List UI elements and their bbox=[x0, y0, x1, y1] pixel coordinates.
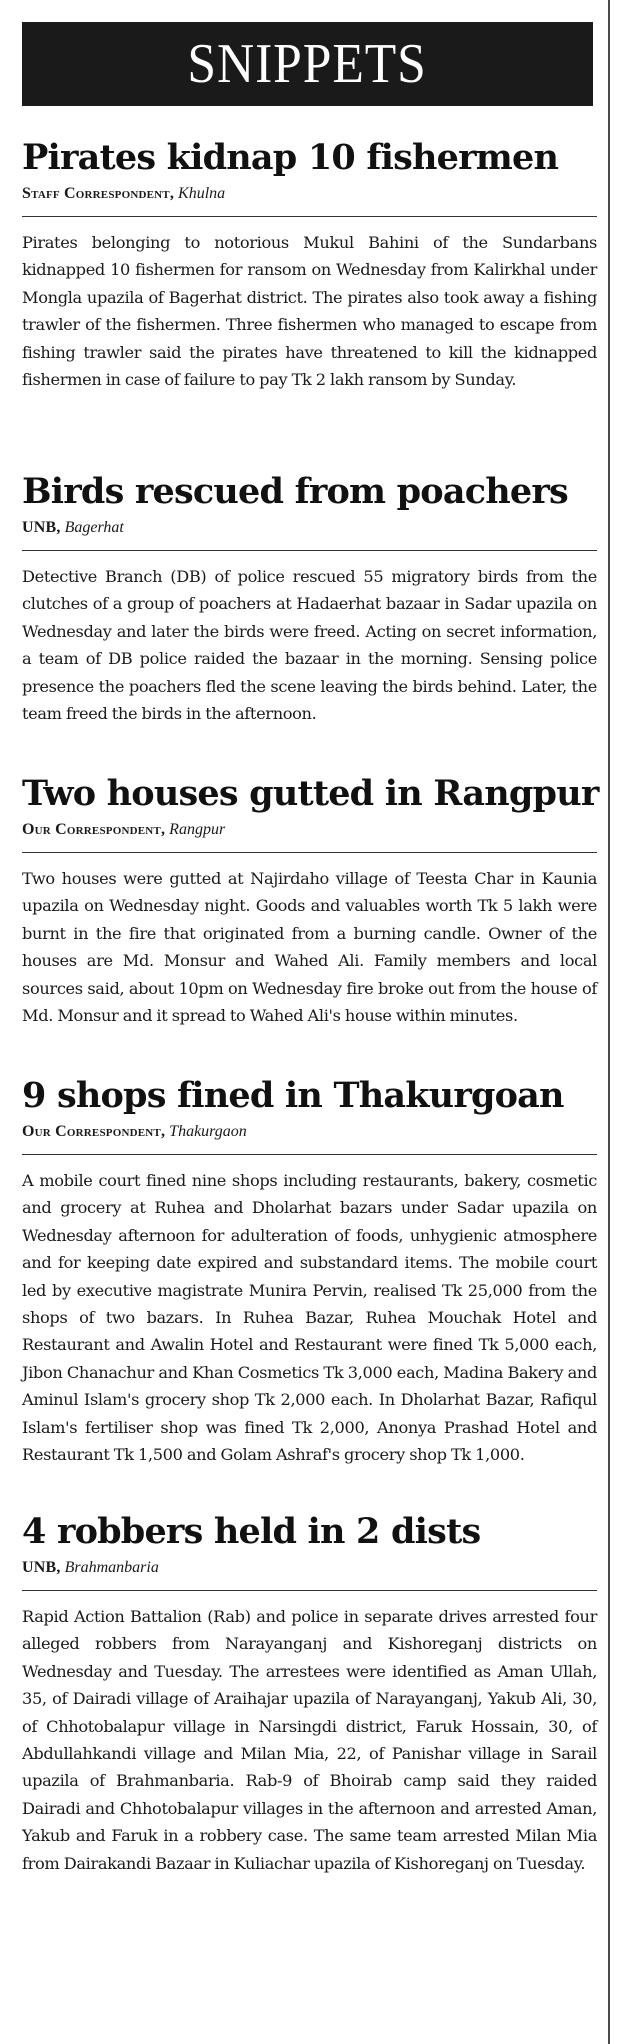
byline-place: Thakurgaon bbox=[169, 1123, 247, 1140]
byline-place: Rangpur bbox=[169, 821, 226, 838]
article-byline bbox=[22, 1122, 597, 1142]
article-houses bbox=[22, 772, 597, 1046]
byline-place: Brahmanbaria bbox=[64, 1559, 159, 1576]
byline-source: UNB, bbox=[22, 519, 61, 536]
article-headline: Pirates kidnap 10 fishermen bbox=[22, 137, 559, 178]
article-byline bbox=[22, 518, 597, 538]
article-shops bbox=[22, 1074, 597, 1485]
byline-divider bbox=[22, 852, 597, 853]
article-body: Detective Branch (DB) of police rescued 55 migratory birds from the clutches of a group of poachers at Hadaerhat bazaar in Sadar upazila on Wednesday and later the birds were freed. Acting on secret information, a team of DB police raided the bazaar in the morning. Sensing police presence the poachers fled the scene leaving the birds behind. Later, the team freed the birds in the afternoon. bbox=[22, 567, 597, 724]
article-body: A mobile court fined nine shops including restaurants, bakery, cosmetic and grocery at Ruhea and Dholarhat bazars under Sadar upazila on Wednesday afternoon for adulteration of foods, unhygienic atmosphere and for keeping date expired and substandard items. The mobile court led by executive magistrate Munira Pervin, realised Tk 25,000 from the shops of two bazars. In Ruhea Bazar, Ruhea Mouchak Hotel and Restaurant and Awalin Hotel and Restaurant were fined Tk 5,000 each, Jibon Chanachur and Khan Cosmetics Tk 3,000 each, Madina Bakery and Aminul Islam's grocery shop Tk 2,000 each. In Dholarhat Bazar, Rafiqul Islam's fertiliser shop was fined Tk 2,000, Anonya Prashad Hotel and Restaurant Tk 1,500 and Golam Ashraf's grocery shop Tk 1,000. bbox=[22, 1171, 597, 1465]
article-body: Two houses were gutted at Najirdaho village of Teesta Char in Kaunia upazila on Wednesday night. Goods and valuables worth Tk 5 lakh were burnt in the fire that originated from a burning candle. Owner of the houses are Md. Monsur and Wahed Ali. Family members and local sources said, about 10pm on Wednesday fire broke out from the house of Md. Monsur and it spread to Wahed Ali's house within minutes. bbox=[22, 869, 597, 1026]
section-banner bbox=[22, 22, 593, 106]
article-byline bbox=[22, 1558, 597, 1578]
article-robbers bbox=[22, 1510, 597, 1893]
section-title: SNIPPETS bbox=[187, 33, 428, 95]
article-headline: 9 shops fined in Thakurgoan bbox=[22, 1075, 564, 1116]
byline-place: Khulna bbox=[178, 185, 226, 202]
article-body: Pirates belonging to notorious Mukul Bahini of the Sundarbans kidnapped 10 fishermen for ransom on Wednesday from Kalirkhal under Mongla upazila of Bagerhat district. The pirates also took away a fishing trawler of the fishermen. Three fishermen who managed to escape from fishing trawler said the pirates have threatened to kill the kidnapped fishermen in case of failure to pay Tk 2 lakh ransom by Sunday. bbox=[22, 233, 597, 390]
article-headline: Birds rescued from poachers bbox=[22, 471, 568, 512]
article-headline: Two houses gutted in Rangpur bbox=[22, 773, 599, 814]
article-birds bbox=[22, 470, 597, 744]
article-body: Rapid Action Battalion (Rab) and police in separate drives arrested four alleged robbers from Narayanganj and Kishoreganj districts on Wednesday and Tuesday. The arrestees were identified as Aman Ullah, 35, of Dairadi village of Araihajar upazila of Narayanganj, Yakub Ali, 30, of Chhotobalapur village in Narsingdi district, Faruk Hossain, 30, of Abdullahkandi village and Milan Mia, 22, of Panishar village in Sarail upazila of Brahmanbaria. Rab-9 of Bhoirab camp said they raided Dairadi and Chhotobalapur villages in the afternoon and arrested Aman, Yakub and Faruk in a robbery case. The same team arrested Milan Mia from Dairakandi Bazaar in Kuliachar upazila of Kishoreganj on Tuesday. bbox=[22, 1607, 597, 1873]
byline-divider bbox=[22, 1590, 597, 1591]
article-byline bbox=[22, 184, 597, 204]
article-pirates bbox=[22, 136, 597, 410]
byline-place: Bagerhat bbox=[64, 519, 124, 536]
byline-source: Staff Correspondent, bbox=[22, 185, 175, 202]
article-byline bbox=[22, 820, 597, 840]
byline-source: Our Correspondent, bbox=[22, 821, 166, 838]
column-rule bbox=[608, 0, 610, 2044]
byline-source: Our Correspondent, bbox=[22, 1123, 166, 1140]
byline-divider bbox=[22, 1154, 597, 1155]
byline-source: UNB, bbox=[22, 1559, 61, 1576]
article-headline: 4 robbers held in 2 dists bbox=[22, 1511, 481, 1552]
byline-divider bbox=[22, 550, 597, 551]
byline-divider bbox=[22, 216, 597, 217]
